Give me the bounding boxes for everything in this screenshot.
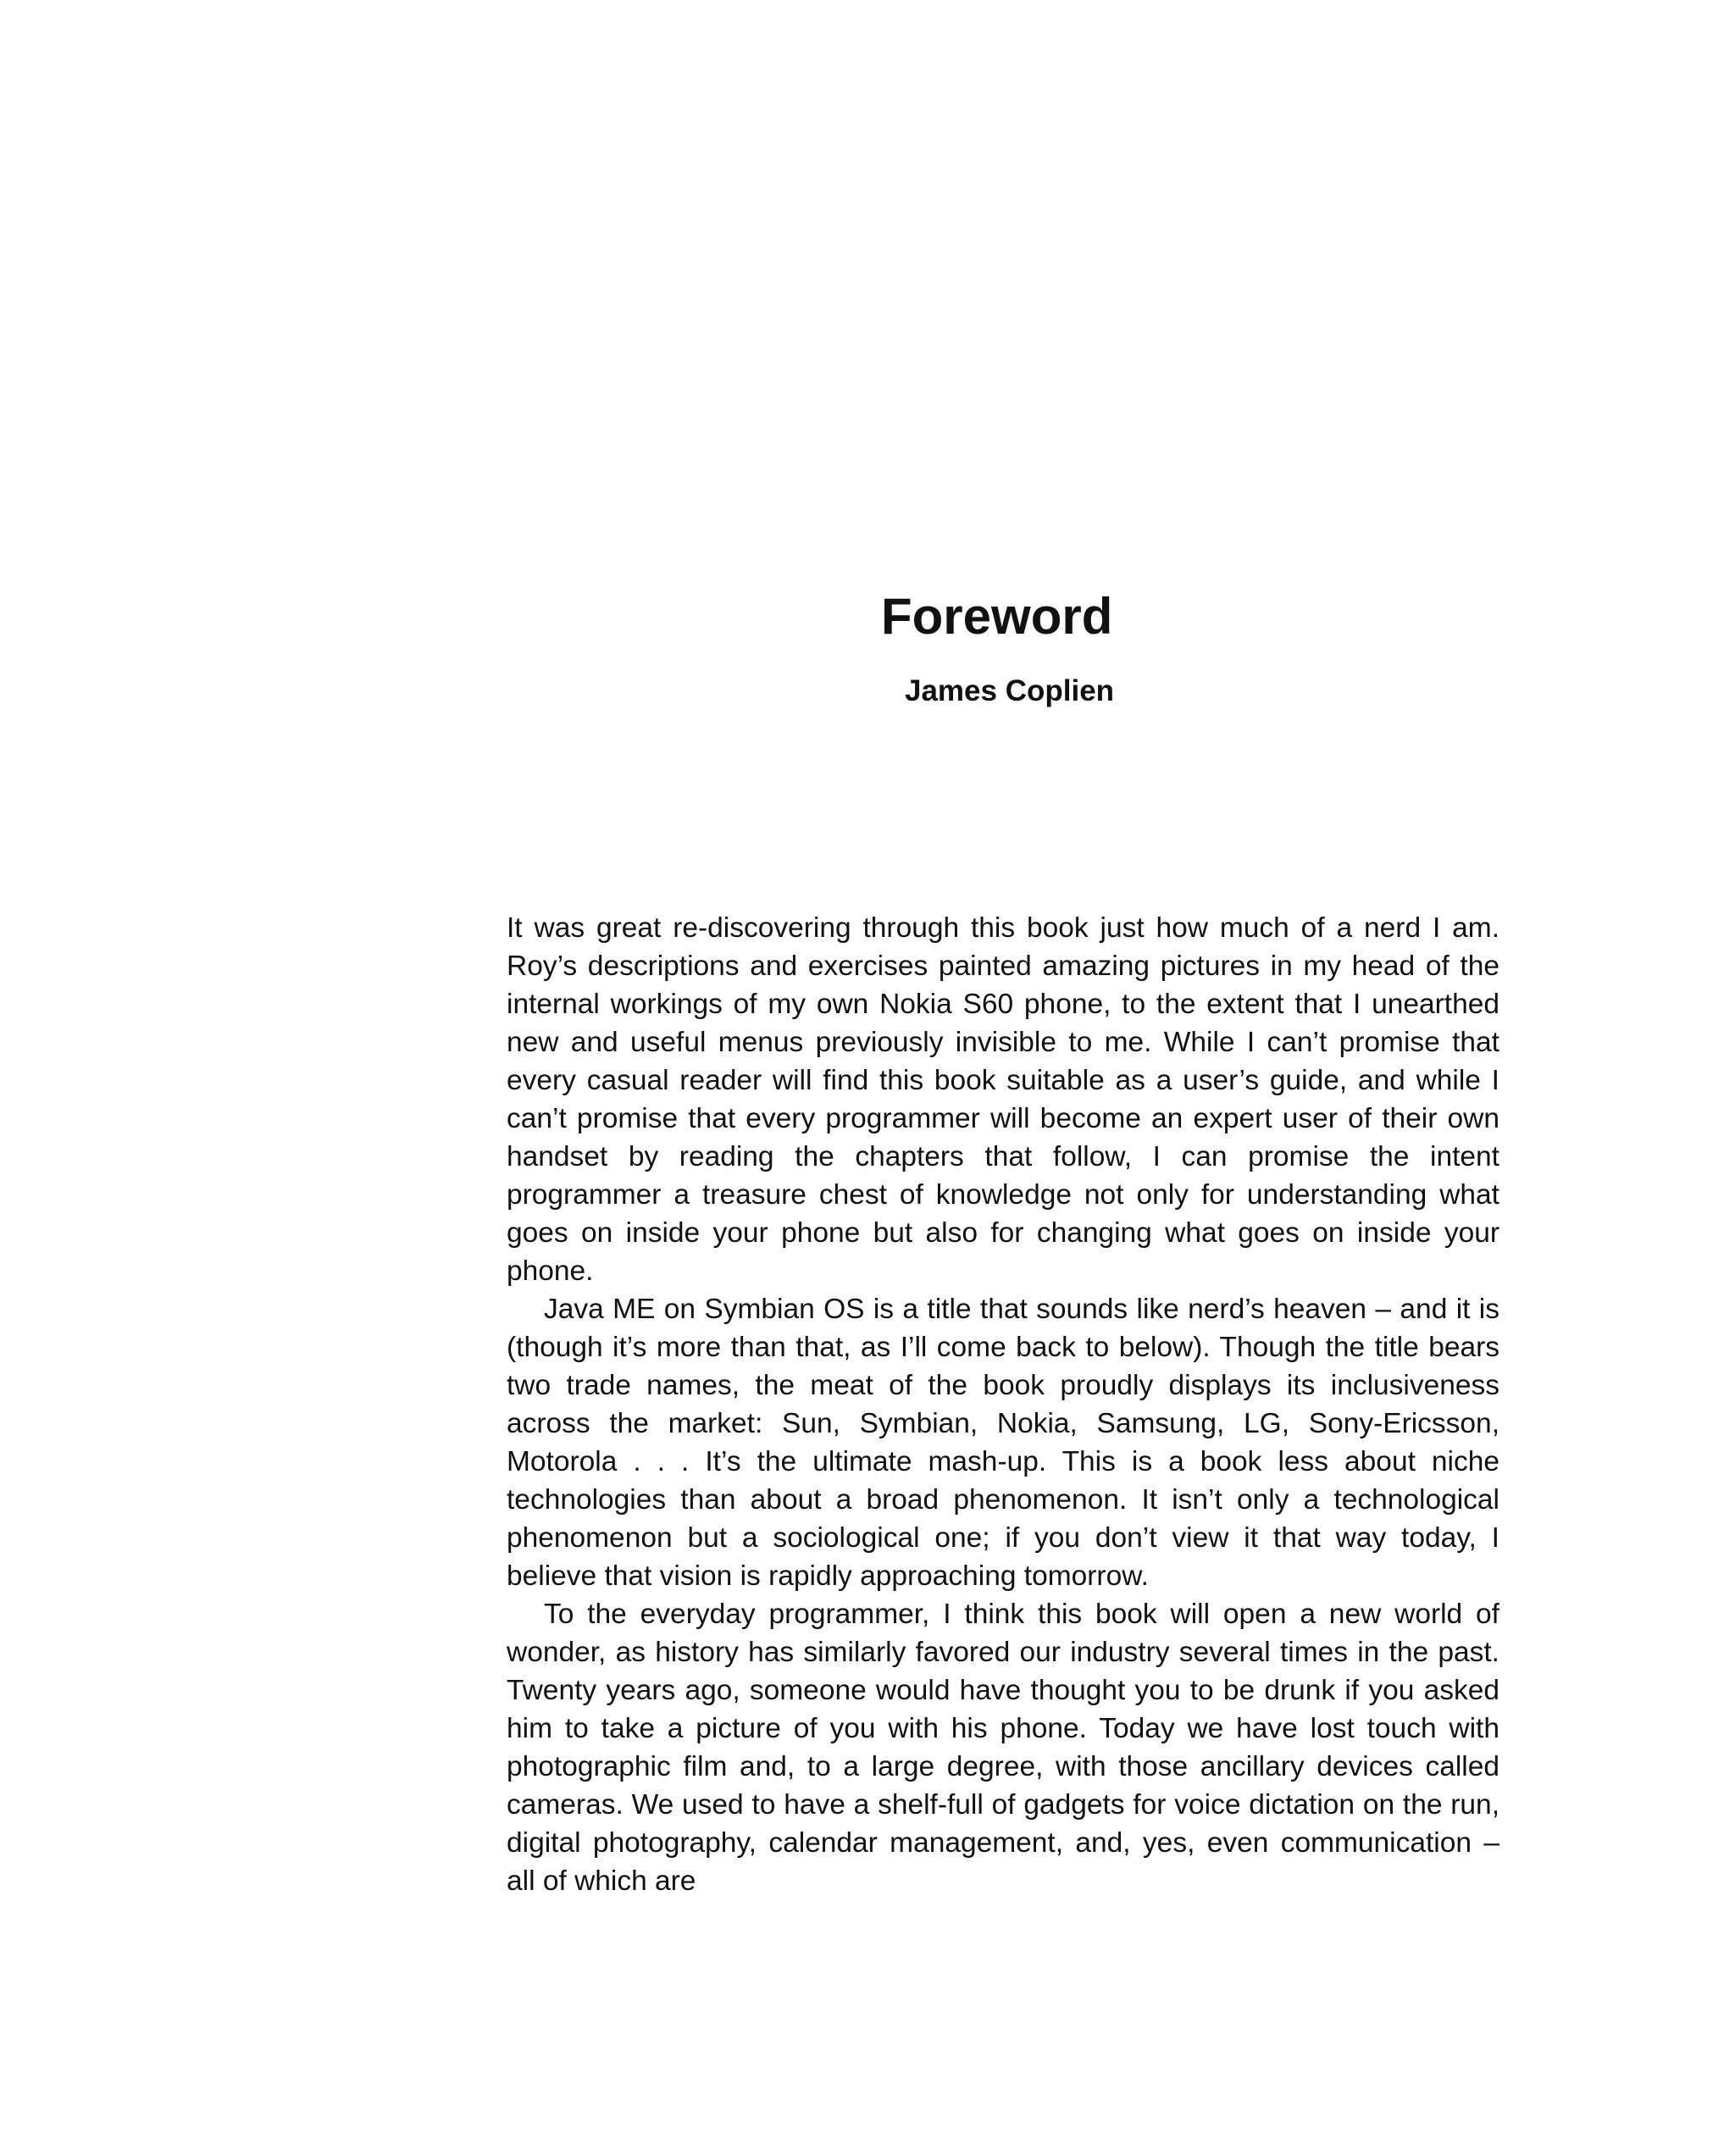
paragraph-1: It was great re-discovering through this book just how much of a nerd I am. Roy’s descriptions and exercises painted amazing pictures in my head of the internal workings of my own Nokia S60 phone, to the extent that I unearthed new and useful menus previously invisible to me. While I can’t promise that every casual reader will find this book suitable as a user’s guide, and while I can’t promise that every programmer will become an expert user of their own handset by reading the chapters that follow, I can promise the intent programmer a treasure chest of knowledge not only for understanding what goes on inside your phone but also for changing what goes on inside your phone.: [507, 912, 1499, 1287]
author-name: James Coplien: [905, 674, 1115, 707]
foreword-body: [507, 909, 1499, 1900]
paragraph-2: Java ME on Symbian OS is a title that sounds like nerd’s heaven – and it is (though it’s more than that, as I’ll come back to below). Though the title bears two trade names, the meat of the book proudly displays its inclusiveness across the market: Sun, Symbian, Nokia, Samsung, LG, Sony-Ericsson, Motorola . . . It’s the ultimate mash-up. This is a book less about niche technologies than about a broad phenomenon. It isn’t only a technological phenomenon but a sociological one; if you don’t view it that way today, I believe that vision is rapidly approaching tomorrow.: [507, 1294, 1499, 1592]
chapter-title: Foreword: [881, 588, 1113, 645]
paragraph-3: To the everyday programmer, I think this book will open a new world of wonder, as history has similarly favored our industry several times in the past. Twenty years ago, someone would have thought you to be drunk if you asked him to take a picture of you with his phone. Today we have lost touch with photographic film and, to a large degree, with those ancillary devices called cameras. We used to have a shelf-full of gadgets for voice dictation on the run, digital photography, calendar management, and, yes, even communication – all of which are: [507, 1599, 1499, 1897]
